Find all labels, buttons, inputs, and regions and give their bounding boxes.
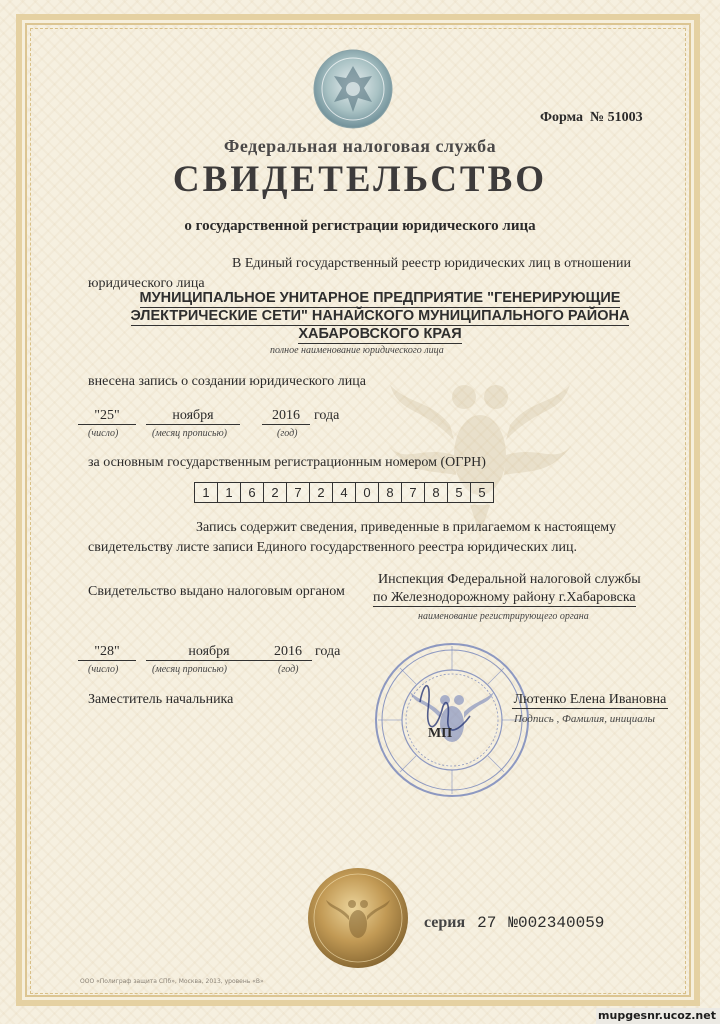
registration-day: "25" [78, 408, 136, 425]
registration-year-suffix: года [314, 408, 340, 423]
ogrn-digit: 0 [355, 482, 379, 503]
entry-text: внесена запись о создании юридического лица [88, 374, 366, 389]
printer-imprint: ООО «Полиграф защита СПб», Москва, 2013, уровень «В» [80, 978, 264, 985]
agency-name: Федеральная налоговая служба [223, 136, 497, 156]
caption-day: (число) [88, 428, 119, 439]
caption-month: (месяц прописью) [152, 428, 227, 439]
issuer-name-line-2: по Железнодорожному району г.Хабаровска [373, 590, 636, 605]
entity-name-line-2: ЭЛЕКТРИЧЕСКИЕ СЕТИ" НАНАЙСКОГО МУНИЦИПАЛЬНОГО РАЙОНА [130, 308, 630, 324]
ogrn-digit: 4 [332, 482, 356, 503]
issuer-caption: наименование регистрирующего органа [418, 611, 589, 622]
signatory-caption: Подпись , Фамилия, инициалы [514, 713, 655, 725]
caption-year: (год) [277, 428, 298, 439]
entity-name [80, 290, 680, 344]
issuer-label: Свидетельство выдано налоговым органом [88, 584, 345, 599]
signatory-name: Лютенко Елена Ивановна [513, 692, 667, 707]
ogrn-digit: 5 [470, 482, 494, 503]
form-number-value: № 51003 [590, 110, 643, 125]
official-seal-icon [372, 640, 532, 800]
issue-caption-year: (год) [278, 664, 299, 675]
ogrn-digit: 6 [240, 482, 264, 503]
registration-year: 2016 [262, 408, 310, 425]
site-watermark: mupgesnr.ucoz.net [596, 1008, 720, 1024]
document-title: СВИДЕТЕЛЬСТВО [172, 159, 548, 200]
intro-line-2: юридического лица [88, 276, 205, 291]
series-label: серия [424, 914, 466, 931]
stamp-label: МП [428, 726, 453, 741]
ogrn-label: за основным государственным регистрационным номером (ОГРН) [88, 455, 486, 470]
form-label: Форма [540, 110, 584, 125]
ogrn-digit: 1 [217, 482, 241, 503]
ogrn-digit: 5 [447, 482, 471, 503]
record-line-1: Запись содержит сведения, приведенные в прилагаемом к настоящему [196, 520, 617, 535]
intro-line-1: В Единый государственный реестр юридических лиц в отношении [232, 256, 632, 271]
entity-name-caption: полное наименование юридического лица [270, 345, 444, 356]
series-number-value: №002340059 [508, 914, 605, 932]
issue-caption-month: (месяц прописью) [152, 664, 227, 675]
form-number [540, 110, 643, 126]
record-line-2: свидетельству листе записи Единого государственного реестра юридических лиц. [88, 540, 577, 555]
ogrn-digit: 7 [401, 482, 425, 503]
entity-name-line-1: МУНИЦИПАЛЬНОЕ УНИТАРНОЕ ПРЕДПРИЯТИЕ "ГЕНЕРИРУЮЩИЕ [139, 290, 621, 306]
gold-hologram-sticker-icon [306, 866, 410, 970]
hologram-emblem-icon [312, 48, 394, 130]
ogrn-number [194, 482, 493, 503]
issue-year-suffix: года [315, 644, 341, 659]
issue-day: "28" [78, 644, 136, 661]
issue-month: ноября [146, 644, 272, 661]
ogrn-digit: 7 [286, 482, 310, 503]
ogrn-digit: 1 [194, 482, 218, 503]
ogrn-digit: 2 [263, 482, 287, 503]
series-number [424, 914, 604, 932]
issuer-name-line-1: Инспекция Федеральной налоговой службы [378, 572, 641, 587]
entity-name-line-3: ХАБАРОВСКОГО КРАЯ [298, 326, 462, 342]
document-subtitle: о государственной регистрации юридического лица [184, 218, 536, 234]
ogrn-digit: 2 [309, 482, 333, 503]
ogrn-digit: 8 [424, 482, 448, 503]
issue-year: 2016 [264, 644, 312, 661]
signatory-position: Заместитель начальника [88, 692, 234, 707]
series-value: 27 [477, 914, 497, 932]
registration-month: ноября [146, 408, 240, 425]
eagle-watermark-icon [380, 345, 580, 545]
issue-caption-day: (число) [88, 664, 119, 675]
ogrn-digit: 8 [378, 482, 402, 503]
